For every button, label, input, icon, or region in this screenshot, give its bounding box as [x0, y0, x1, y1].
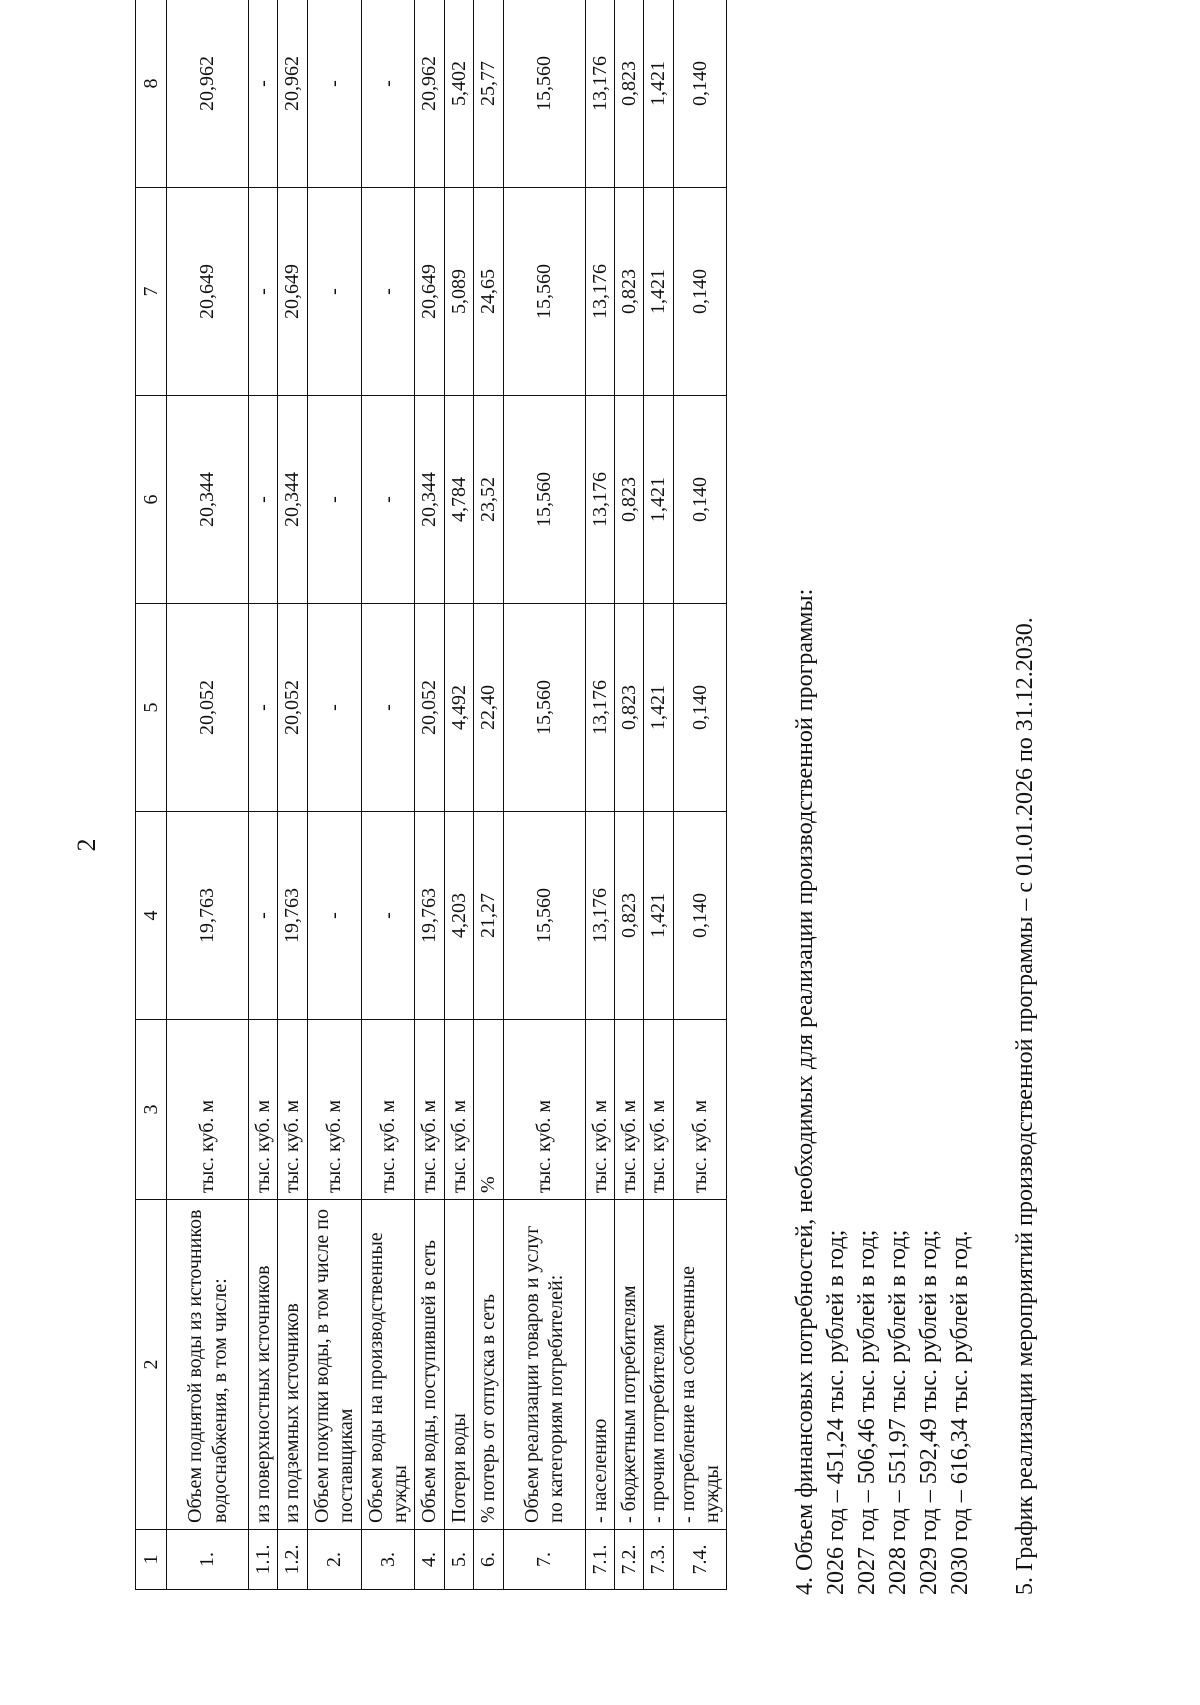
row-number-cell: 7.2. [614, 1530, 643, 1590]
value-cell: 20,962 [415, 0, 444, 188]
row-number-cell: 7.3. [644, 1530, 673, 1590]
table-row [167, 0, 249, 1590]
column-header: 5 [136, 604, 167, 812]
row-number-cell: 4. [415, 1530, 444, 1590]
financial-need-line: 2026 год – 451,24 тыс. рублей в год; [823, 1229, 849, 1595]
value-cell: - [307, 396, 361, 604]
value-cell: 1,421 [644, 396, 673, 604]
unit-cell: тыс. куб. м [585, 1020, 614, 1200]
indicator-name-cell: Объем реализации товаров и услуг по категориям потребителей: [503, 1200, 585, 1530]
financial-need-line: 2029 год – 592,49 тыс. рублей в год; [916, 1229, 942, 1595]
value-cell: 20,344 [167, 396, 249, 604]
value-cell: 0,140 [673, 604, 727, 812]
value-cell: 13,176 [585, 604, 614, 812]
value-cell: - [249, 604, 278, 812]
unit-cell: тыс. куб. м [249, 1020, 278, 1200]
value-cell: 4,203 [444, 812, 473, 1020]
table-row [673, 0, 727, 1590]
unit-cell: тыс. куб. м [278, 1020, 307, 1200]
indicator-name-cell: - прочим потребителям [644, 1200, 673, 1530]
value-cell: 13,176 [585, 0, 614, 188]
table-row [361, 0, 415, 1590]
section-5-schedule: 5. График реализации мероприятий производственной программы – с 01.01.2026 по 31.12.2030. [1012, 617, 1038, 1595]
table-row [614, 0, 643, 1590]
value-cell: 1,421 [644, 604, 673, 812]
value-cell: 15,560 [503, 188, 585, 396]
value-cell: 1,421 [644, 188, 673, 396]
value-cell: 21,27 [474, 812, 503, 1020]
table-row [444, 0, 473, 1590]
value-cell: 19,763 [167, 812, 249, 1020]
value-cell: 20,344 [278, 396, 307, 604]
financial-need-line: 2030 год – 616,34 тыс. рублей в год. [947, 1230, 973, 1595]
indicator-name-cell: Объем поднятой воды из источников водоснабжения, в том числе: [167, 1200, 249, 1530]
value-cell: - [307, 188, 361, 396]
column-header: 7 [136, 188, 167, 396]
unit-cell: % [474, 1020, 503, 1200]
financial-need-line: 2028 год – 551,97 тыс. рублей в год; [885, 1229, 911, 1595]
value-cell: 0,823 [614, 396, 643, 604]
unit-cell: тыс. куб. м [444, 1020, 473, 1200]
column-header: 6 [136, 396, 167, 604]
value-cell: 20,344 [415, 396, 444, 604]
column-header: 1 [136, 1530, 167, 1590]
value-cell: 13,176 [585, 812, 614, 1020]
table-row [503, 0, 585, 1590]
value-cell: - [307, 0, 361, 188]
indicator-name-cell: Объем воды, поступившей в сеть [415, 1200, 444, 1530]
value-cell: 15,560 [503, 396, 585, 604]
value-cell: 15,560 [503, 604, 585, 812]
indicator-name-cell: % потерь от отпуска в сеть [474, 1200, 503, 1530]
indicator-name-cell: из поверхностных источников [249, 1200, 278, 1530]
unit-cell: тыс. куб. м [644, 1020, 673, 1200]
table-row [278, 0, 307, 1590]
value-cell: 0,823 [614, 0, 643, 188]
value-cell: 19,763 [415, 812, 444, 1020]
value-cell: - [307, 604, 361, 812]
value-cell: 20,649 [167, 188, 249, 396]
indicator-name-cell: - населению [585, 1200, 614, 1530]
value-cell: - [361, 812, 415, 1020]
value-cell: 20,052 [167, 604, 249, 812]
table-row [415, 0, 444, 1590]
value-cell: 0,140 [673, 812, 727, 1020]
value-cell: - [249, 812, 278, 1020]
value-cell: 13,176 [585, 396, 614, 604]
indicator-name-cell: Объем воды на производственные нужды [361, 1200, 415, 1530]
production-program-table [135, 0, 727, 1590]
table-row [644, 0, 673, 1590]
value-cell: - [249, 188, 278, 396]
table-row [474, 0, 503, 1590]
row-number-cell: 1.2. [278, 1530, 307, 1590]
value-cell: - [361, 604, 415, 812]
unit-cell: тыс. куб. м [673, 1020, 727, 1200]
indicator-name-cell: Объем покупки воды, в том числе по поставщикам [307, 1200, 361, 1530]
value-cell: 24,65 [474, 188, 503, 396]
value-cell: 5,089 [444, 188, 473, 396]
value-cell: 1,421 [644, 0, 673, 188]
indicator-name-cell: - потребление на собственные нужды [673, 1200, 727, 1530]
row-number-cell: 7.4. [673, 1530, 727, 1590]
value-cell: 23,52 [474, 396, 503, 604]
value-cell: 0,823 [614, 188, 643, 396]
value-cell: 0,823 [614, 812, 643, 1020]
value-cell: 20,962 [167, 0, 249, 188]
column-header: 4 [136, 812, 167, 1020]
row-number-cell: 2. [307, 1530, 361, 1590]
value-cell: 15,560 [503, 812, 585, 1020]
column-header: 8 [136, 0, 167, 188]
value-cell: 0,140 [673, 188, 727, 396]
value-cell: 20,649 [415, 188, 444, 396]
value-cell: 5,402 [444, 0, 473, 188]
value-cell: 0,823 [614, 604, 643, 812]
value-cell: 20,052 [278, 604, 307, 812]
unit-cell: тыс. куб. м [167, 1020, 249, 1200]
value-cell: 20,962 [278, 0, 307, 188]
value-cell: 4,492 [444, 604, 473, 812]
row-number-cell: 5. [444, 1530, 473, 1590]
value-cell: - [361, 0, 415, 188]
indicator-name-cell: Потери воды [444, 1200, 473, 1530]
row-number-cell: 1.1. [249, 1530, 278, 1590]
value-cell: 1,421 [644, 812, 673, 1020]
value-cell: 13,176 [585, 188, 614, 396]
value-cell: 20,052 [415, 604, 444, 812]
section-4-heading: 4. Объем финансовых потребностей, необходимых для реализации производственной программы: [792, 588, 818, 1595]
unit-cell: тыс. куб. м [614, 1020, 643, 1200]
row-number-cell: 7.1. [585, 1530, 614, 1590]
value-cell: 22,40 [474, 604, 503, 812]
table-row [585, 0, 614, 1590]
table-row [249, 0, 278, 1590]
financial-needs-section [790, 445, 976, 1595]
value-cell: 0,140 [673, 396, 727, 604]
value-cell: 25,77 [474, 0, 503, 188]
value-cell: 19,763 [278, 812, 307, 1020]
unit-cell: тыс. куб. м [361, 1020, 415, 1200]
unit-cell: тыс. куб. м [415, 1020, 444, 1200]
unit-cell: тыс. куб. м [307, 1020, 361, 1200]
financial-need-line: 2027 год – 506,46 тыс. рублей в год; [854, 1229, 880, 1595]
table-row [307, 0, 361, 1590]
indicator-name-cell: из подземных источников [278, 1200, 307, 1530]
value-cell: 15,560 [503, 0, 585, 188]
column-header: 2 [136, 1200, 167, 1530]
row-number-cell: 6. [474, 1530, 503, 1590]
value-cell: - [361, 396, 415, 604]
value-cell: - [249, 396, 278, 604]
value-cell: 20,649 [278, 188, 307, 396]
table-header-row [136, 0, 167, 1590]
table-body [167, 0, 727, 1590]
value-cell: - [307, 812, 361, 1020]
value-cell: 4,784 [444, 396, 473, 604]
value-cell: 0,140 [673, 0, 727, 188]
page-number: 2 [72, 838, 101, 852]
column-header: 3 [136, 1020, 167, 1200]
row-number-cell: 1. [167, 1530, 249, 1590]
unit-cell: тыс. куб. м [503, 1020, 585, 1200]
row-number-cell: 3. [361, 1530, 415, 1590]
value-cell: - [361, 188, 415, 396]
value-cell: - [249, 0, 278, 188]
row-number-cell: 7. [503, 1530, 585, 1590]
indicator-name-cell: - бюджетным потребителям [614, 1200, 643, 1530]
